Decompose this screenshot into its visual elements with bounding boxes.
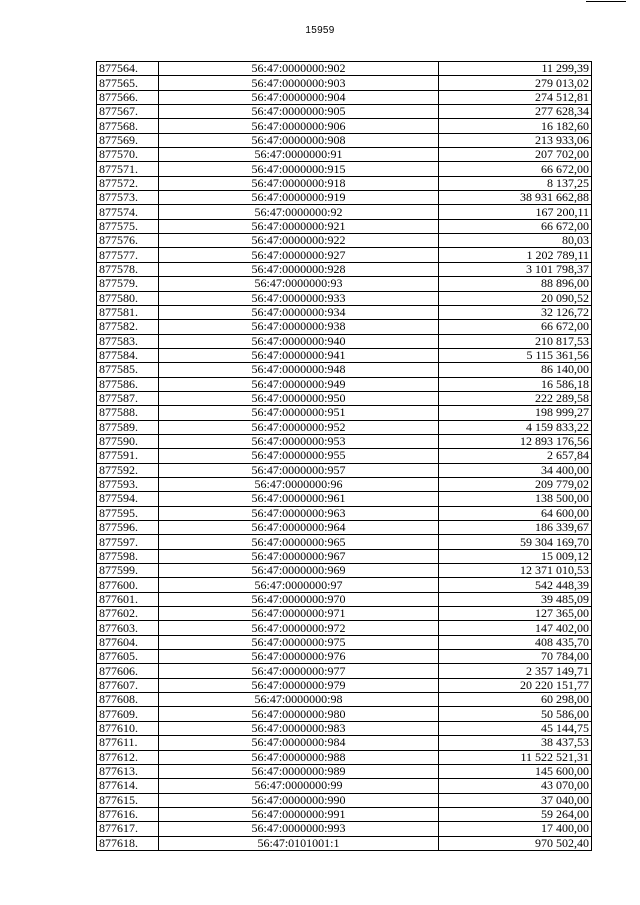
- table-row: [97, 420, 592, 434]
- table-row: [97, 305, 592, 319]
- amount-cell: 20 090,52: [439, 291, 592, 305]
- registry-table-body: [97, 62, 592, 851]
- row-number-cell: 877581.: [97, 305, 159, 319]
- cadastral-number-cell: 56:47:0000000:918: [159, 176, 439, 190]
- row-number-cell: 877587.: [97, 391, 159, 405]
- cadastral-number-cell: 56:47:0000000:964: [159, 521, 439, 535]
- row-number-cell: 877600.: [97, 578, 159, 592]
- amount-cell: 970 502,40: [439, 836, 592, 850]
- cadastral-number-cell: 56:47:0000000:953: [159, 434, 439, 448]
- amount-cell: 1 202 789,11: [439, 248, 592, 262]
- cadastral-number-cell: 56:47:0000000:96: [159, 477, 439, 491]
- table-row: [97, 334, 592, 348]
- row-number-cell: 877616.: [97, 807, 159, 821]
- row-number-cell: 877618.: [97, 836, 159, 850]
- cadastral-number-cell: 56:47:0000000:971: [159, 607, 439, 621]
- row-number-cell: 877597.: [97, 535, 159, 549]
- cadastral-number-cell: 56:47:0000000:903: [159, 76, 439, 90]
- cadastral-number-cell: 56:47:0000000:980: [159, 707, 439, 721]
- table-row: [97, 406, 592, 420]
- table-row: [97, 176, 592, 190]
- registry-table: [96, 61, 592, 851]
- table-row: [97, 664, 592, 678]
- table-row: [97, 592, 592, 606]
- amount-cell: 16 586,18: [439, 377, 592, 391]
- row-number-cell: 877613.: [97, 764, 159, 778]
- table-row: [97, 449, 592, 463]
- cadastral-number-cell: 56:47:0000000:965: [159, 535, 439, 549]
- cadastral-number-cell: 56:47:0000000:967: [159, 549, 439, 563]
- cadastral-number-cell: 56:47:0000000:934: [159, 305, 439, 319]
- cadastral-number-cell: 56:47:0000000:961: [159, 492, 439, 506]
- cadastral-number-cell: 56:47:0000000:993: [159, 822, 439, 836]
- table-row: [97, 162, 592, 176]
- amount-cell: 17 400,00: [439, 822, 592, 836]
- row-number-cell: 877566.: [97, 90, 159, 104]
- top-rule: [586, 1, 626, 2]
- cadastral-number-cell: 56:47:0000000:984: [159, 736, 439, 750]
- amount-cell: 222 289,58: [439, 391, 592, 405]
- row-number-cell: 877602.: [97, 607, 159, 621]
- amount-cell: 38 437,53: [439, 736, 592, 750]
- row-number-cell: 877617.: [97, 822, 159, 836]
- row-number-cell: 877573.: [97, 191, 159, 205]
- cadastral-number-cell: 56:47:0000000:940: [159, 334, 439, 348]
- cadastral-number-cell: 56:47:0000000:938: [159, 320, 439, 334]
- cadastral-number-cell: 56:47:0000000:93: [159, 277, 439, 291]
- cadastral-number-cell: 56:47:0000000:915: [159, 162, 439, 176]
- row-number-cell: 877575.: [97, 219, 159, 233]
- row-number-cell: 877608.: [97, 693, 159, 707]
- table-row: [97, 564, 592, 578]
- amount-cell: 64 600,00: [439, 506, 592, 520]
- cadastral-number-cell: 56:47:0000000:979: [159, 678, 439, 692]
- row-number-cell: 877611.: [97, 736, 159, 750]
- amount-cell: 213 933,06: [439, 133, 592, 147]
- cadastral-number-cell: 56:47:0000000:933: [159, 291, 439, 305]
- amount-cell: 198 999,27: [439, 406, 592, 420]
- amount-cell: 38 931 662,88: [439, 191, 592, 205]
- table-row: [97, 434, 592, 448]
- table-row: [97, 76, 592, 90]
- row-number-cell: 877596.: [97, 521, 159, 535]
- cadastral-number-cell: 56:47:0000000:976: [159, 650, 439, 664]
- table-row: [97, 822, 592, 836]
- amount-cell: 88 896,00: [439, 277, 592, 291]
- cadastral-number-cell: 56:47:0000000:972: [159, 621, 439, 635]
- table-row: [97, 793, 592, 807]
- row-number-cell: 877606.: [97, 664, 159, 678]
- amount-cell: 50 586,00: [439, 707, 592, 721]
- table-row: [97, 348, 592, 362]
- table-row: [97, 248, 592, 262]
- row-number-cell: 877605.: [97, 650, 159, 664]
- cadastral-number-cell: 56:47:0000000:991: [159, 807, 439, 821]
- table-row: [97, 836, 592, 850]
- table-row: [97, 90, 592, 104]
- amount-cell: 147 402,00: [439, 621, 592, 635]
- amount-cell: 80,03: [439, 234, 592, 248]
- row-number-cell: 877586.: [97, 377, 159, 391]
- amount-cell: 4 159 833,22: [439, 420, 592, 434]
- table-row: [97, 105, 592, 119]
- amount-cell: 66 672,00: [439, 162, 592, 176]
- row-number-cell: 877579.: [97, 277, 159, 291]
- table-row: [97, 234, 592, 248]
- amount-cell: 209 779,02: [439, 477, 592, 491]
- cadastral-number-cell: 56:47:0000000:921: [159, 219, 439, 233]
- row-number-cell: 877564.: [97, 62, 159, 76]
- table-row: [97, 707, 592, 721]
- amount-cell: 12 893 176,56: [439, 434, 592, 448]
- table-row: [97, 119, 592, 133]
- table-row: [97, 320, 592, 334]
- table-row: [97, 807, 592, 821]
- table-row: [97, 779, 592, 793]
- table-row: [97, 521, 592, 535]
- cadastral-number-cell: 56:47:0000000:950: [159, 391, 439, 405]
- row-number-cell: 877568.: [97, 119, 159, 133]
- cadastral-number-cell: 56:47:0000000:969: [159, 564, 439, 578]
- cadastral-number-cell: 56:47:0000000:951: [159, 406, 439, 420]
- table-row: [97, 750, 592, 764]
- cadastral-number-cell: 56:47:0000000:989: [159, 764, 439, 778]
- amount-cell: 12 371 010,53: [439, 564, 592, 578]
- amount-cell: 20 220 151,77: [439, 678, 592, 692]
- row-number-cell: 877601.: [97, 592, 159, 606]
- row-number-cell: 877593.: [97, 477, 159, 491]
- amount-cell: 43 070,00: [439, 779, 592, 793]
- table-row: [97, 764, 592, 778]
- table-row: [97, 549, 592, 563]
- cadastral-number-cell: 56:47:0000000:906: [159, 119, 439, 133]
- amount-cell: 2 357 149,71: [439, 664, 592, 678]
- amount-cell: 145 600,00: [439, 764, 592, 778]
- cadastral-number-cell: 56:47:0000000:919: [159, 191, 439, 205]
- table-row: [97, 277, 592, 291]
- table-row: [97, 148, 592, 162]
- amount-cell: 70 784,00: [439, 650, 592, 664]
- amount-cell: 15 009,12: [439, 549, 592, 563]
- row-number-cell: 877570.: [97, 148, 159, 162]
- cadastral-number-cell: 56:47:0000000:904: [159, 90, 439, 104]
- cadastral-number-cell: 56:47:0000000:949: [159, 377, 439, 391]
- amount-cell: 34 400,00: [439, 463, 592, 477]
- row-number-cell: 877578.: [97, 262, 159, 276]
- amount-cell: 5 115 361,56: [439, 348, 592, 362]
- row-number-cell: 877585.: [97, 363, 159, 377]
- amount-cell: 11 522 521,31: [439, 750, 592, 764]
- row-number-cell: 877580.: [97, 291, 159, 305]
- cadastral-number-cell: 56:47:0000000:952: [159, 420, 439, 434]
- cadastral-number-cell: 56:47:0000000:988: [159, 750, 439, 764]
- amount-cell: 86 140,00: [439, 363, 592, 377]
- row-number-cell: 877565.: [97, 76, 159, 90]
- row-number-cell: 877614.: [97, 779, 159, 793]
- row-number-cell: 877610.: [97, 721, 159, 735]
- table-row: [97, 219, 592, 233]
- cadastral-number-cell: 56:47:0000000:948: [159, 363, 439, 377]
- cadastral-number-cell: 56:47:0000000:983: [159, 721, 439, 735]
- amount-cell: 279 013,02: [439, 76, 592, 90]
- amount-cell: 60 298,00: [439, 693, 592, 707]
- cadastral-number-cell: 56:47:0000000:91: [159, 148, 439, 162]
- row-number-cell: 877576.: [97, 234, 159, 248]
- row-number-cell: 877582.: [97, 320, 159, 334]
- row-number-cell: 877588.: [97, 406, 159, 420]
- table-row: [97, 363, 592, 377]
- amount-cell: 167 200,11: [439, 205, 592, 219]
- table-row: [97, 721, 592, 735]
- amount-cell: 8 137,25: [439, 176, 592, 190]
- table-row: [97, 133, 592, 147]
- cadastral-number-cell: 56:47:0000000:99: [159, 779, 439, 793]
- cadastral-number-cell: 56:47:0000000:905: [159, 105, 439, 119]
- cadastral-number-cell: 56:47:0000000:990: [159, 793, 439, 807]
- cadastral-number-cell: 56:47:0000000:941: [159, 348, 439, 362]
- table-row: [97, 607, 592, 621]
- cadastral-number-cell: 56:47:0000000:970: [159, 592, 439, 606]
- row-number-cell: 877604.: [97, 635, 159, 649]
- cadastral-number-cell: 56:47:0000000:922: [159, 234, 439, 248]
- cadastral-number-cell: 56:47:0000000:92: [159, 205, 439, 219]
- amount-cell: 37 040,00: [439, 793, 592, 807]
- amount-cell: 186 339,67: [439, 521, 592, 535]
- amount-cell: 16 182,60: [439, 119, 592, 133]
- table-row: [97, 578, 592, 592]
- row-number-cell: 877583.: [97, 334, 159, 348]
- row-number-cell: 877569.: [97, 133, 159, 147]
- row-number-cell: 877609.: [97, 707, 159, 721]
- cadastral-number-cell: 56:47:0000000:97: [159, 578, 439, 592]
- row-number-cell: 877574.: [97, 205, 159, 219]
- amount-cell: 3 101 798,37: [439, 262, 592, 276]
- table-row: [97, 693, 592, 707]
- table-row: [97, 262, 592, 276]
- page-number: 15959: [305, 25, 335, 36]
- table-row: [97, 463, 592, 477]
- table-row: [97, 678, 592, 692]
- row-number-cell: 877595.: [97, 506, 159, 520]
- amount-cell: 66 672,00: [439, 320, 592, 334]
- row-number-cell: 877589.: [97, 420, 159, 434]
- amount-cell: 66 672,00: [439, 219, 592, 233]
- cadastral-number-cell: 56:47:0000000:977: [159, 664, 439, 678]
- cadastral-number-cell: 56:47:0000000:98: [159, 693, 439, 707]
- row-number-cell: 877607.: [97, 678, 159, 692]
- row-number-cell: 877599.: [97, 564, 159, 578]
- cadastral-number-cell: 56:47:0000000:957: [159, 463, 439, 477]
- amount-cell: 59 264,00: [439, 807, 592, 821]
- table-row: [97, 205, 592, 219]
- table-row: [97, 736, 592, 750]
- row-number-cell: 877567.: [97, 105, 159, 119]
- cadastral-number-cell: 56:47:0000000:955: [159, 449, 439, 463]
- amount-cell: 138 500,00: [439, 492, 592, 506]
- row-number-cell: 877571.: [97, 162, 159, 176]
- table-row: [97, 535, 592, 549]
- amount-cell: 542 448,39: [439, 578, 592, 592]
- row-number-cell: 877603.: [97, 621, 159, 635]
- table-row: [97, 621, 592, 635]
- cadastral-number-cell: 56:47:0000000:902: [159, 62, 439, 76]
- table-row: [97, 62, 592, 76]
- table-row: [97, 492, 592, 506]
- table-row: [97, 191, 592, 205]
- row-number-cell: 877584.: [97, 348, 159, 362]
- cadastral-number-cell: 56:47:0000000:927: [159, 248, 439, 262]
- row-number-cell: 877572.: [97, 176, 159, 190]
- amount-cell: 39 485,09: [439, 592, 592, 606]
- amount-cell: 210 817,53: [439, 334, 592, 348]
- row-number-cell: 877590.: [97, 434, 159, 448]
- table-row: [97, 291, 592, 305]
- cadastral-number-cell: 56:47:0000000:963: [159, 506, 439, 520]
- table-row: [97, 506, 592, 520]
- row-number-cell: 877598.: [97, 549, 159, 563]
- cadastral-number-cell: 56:47:0101001:1: [159, 836, 439, 850]
- row-number-cell: 877577.: [97, 248, 159, 262]
- cadastral-number-cell: 56:47:0000000:975: [159, 635, 439, 649]
- table-row: [97, 391, 592, 405]
- amount-cell: 32 126,72: [439, 305, 592, 319]
- row-number-cell: 877615.: [97, 793, 159, 807]
- amount-cell: 45 144,75: [439, 721, 592, 735]
- cadastral-number-cell: 56:47:0000000:908: [159, 133, 439, 147]
- amount-cell: 274 512,81: [439, 90, 592, 104]
- row-number-cell: 877594.: [97, 492, 159, 506]
- table-row: [97, 650, 592, 664]
- amount-cell: 2 657,84: [439, 449, 592, 463]
- row-number-cell: 877592.: [97, 463, 159, 477]
- row-number-cell: 877591.: [97, 449, 159, 463]
- table-row: [97, 477, 592, 491]
- amount-cell: 408 435,70: [439, 635, 592, 649]
- amount-cell: 11 299,39: [439, 62, 592, 76]
- amount-cell: 127 365,00: [439, 607, 592, 621]
- table-row: [97, 377, 592, 391]
- row-number-cell: 877612.: [97, 750, 159, 764]
- table-row: [97, 635, 592, 649]
- amount-cell: 277 628,34: [439, 105, 592, 119]
- cadastral-number-cell: 56:47:0000000:928: [159, 262, 439, 276]
- amount-cell: 207 702,00: [439, 148, 592, 162]
- amount-cell: 59 304 169,70: [439, 535, 592, 549]
